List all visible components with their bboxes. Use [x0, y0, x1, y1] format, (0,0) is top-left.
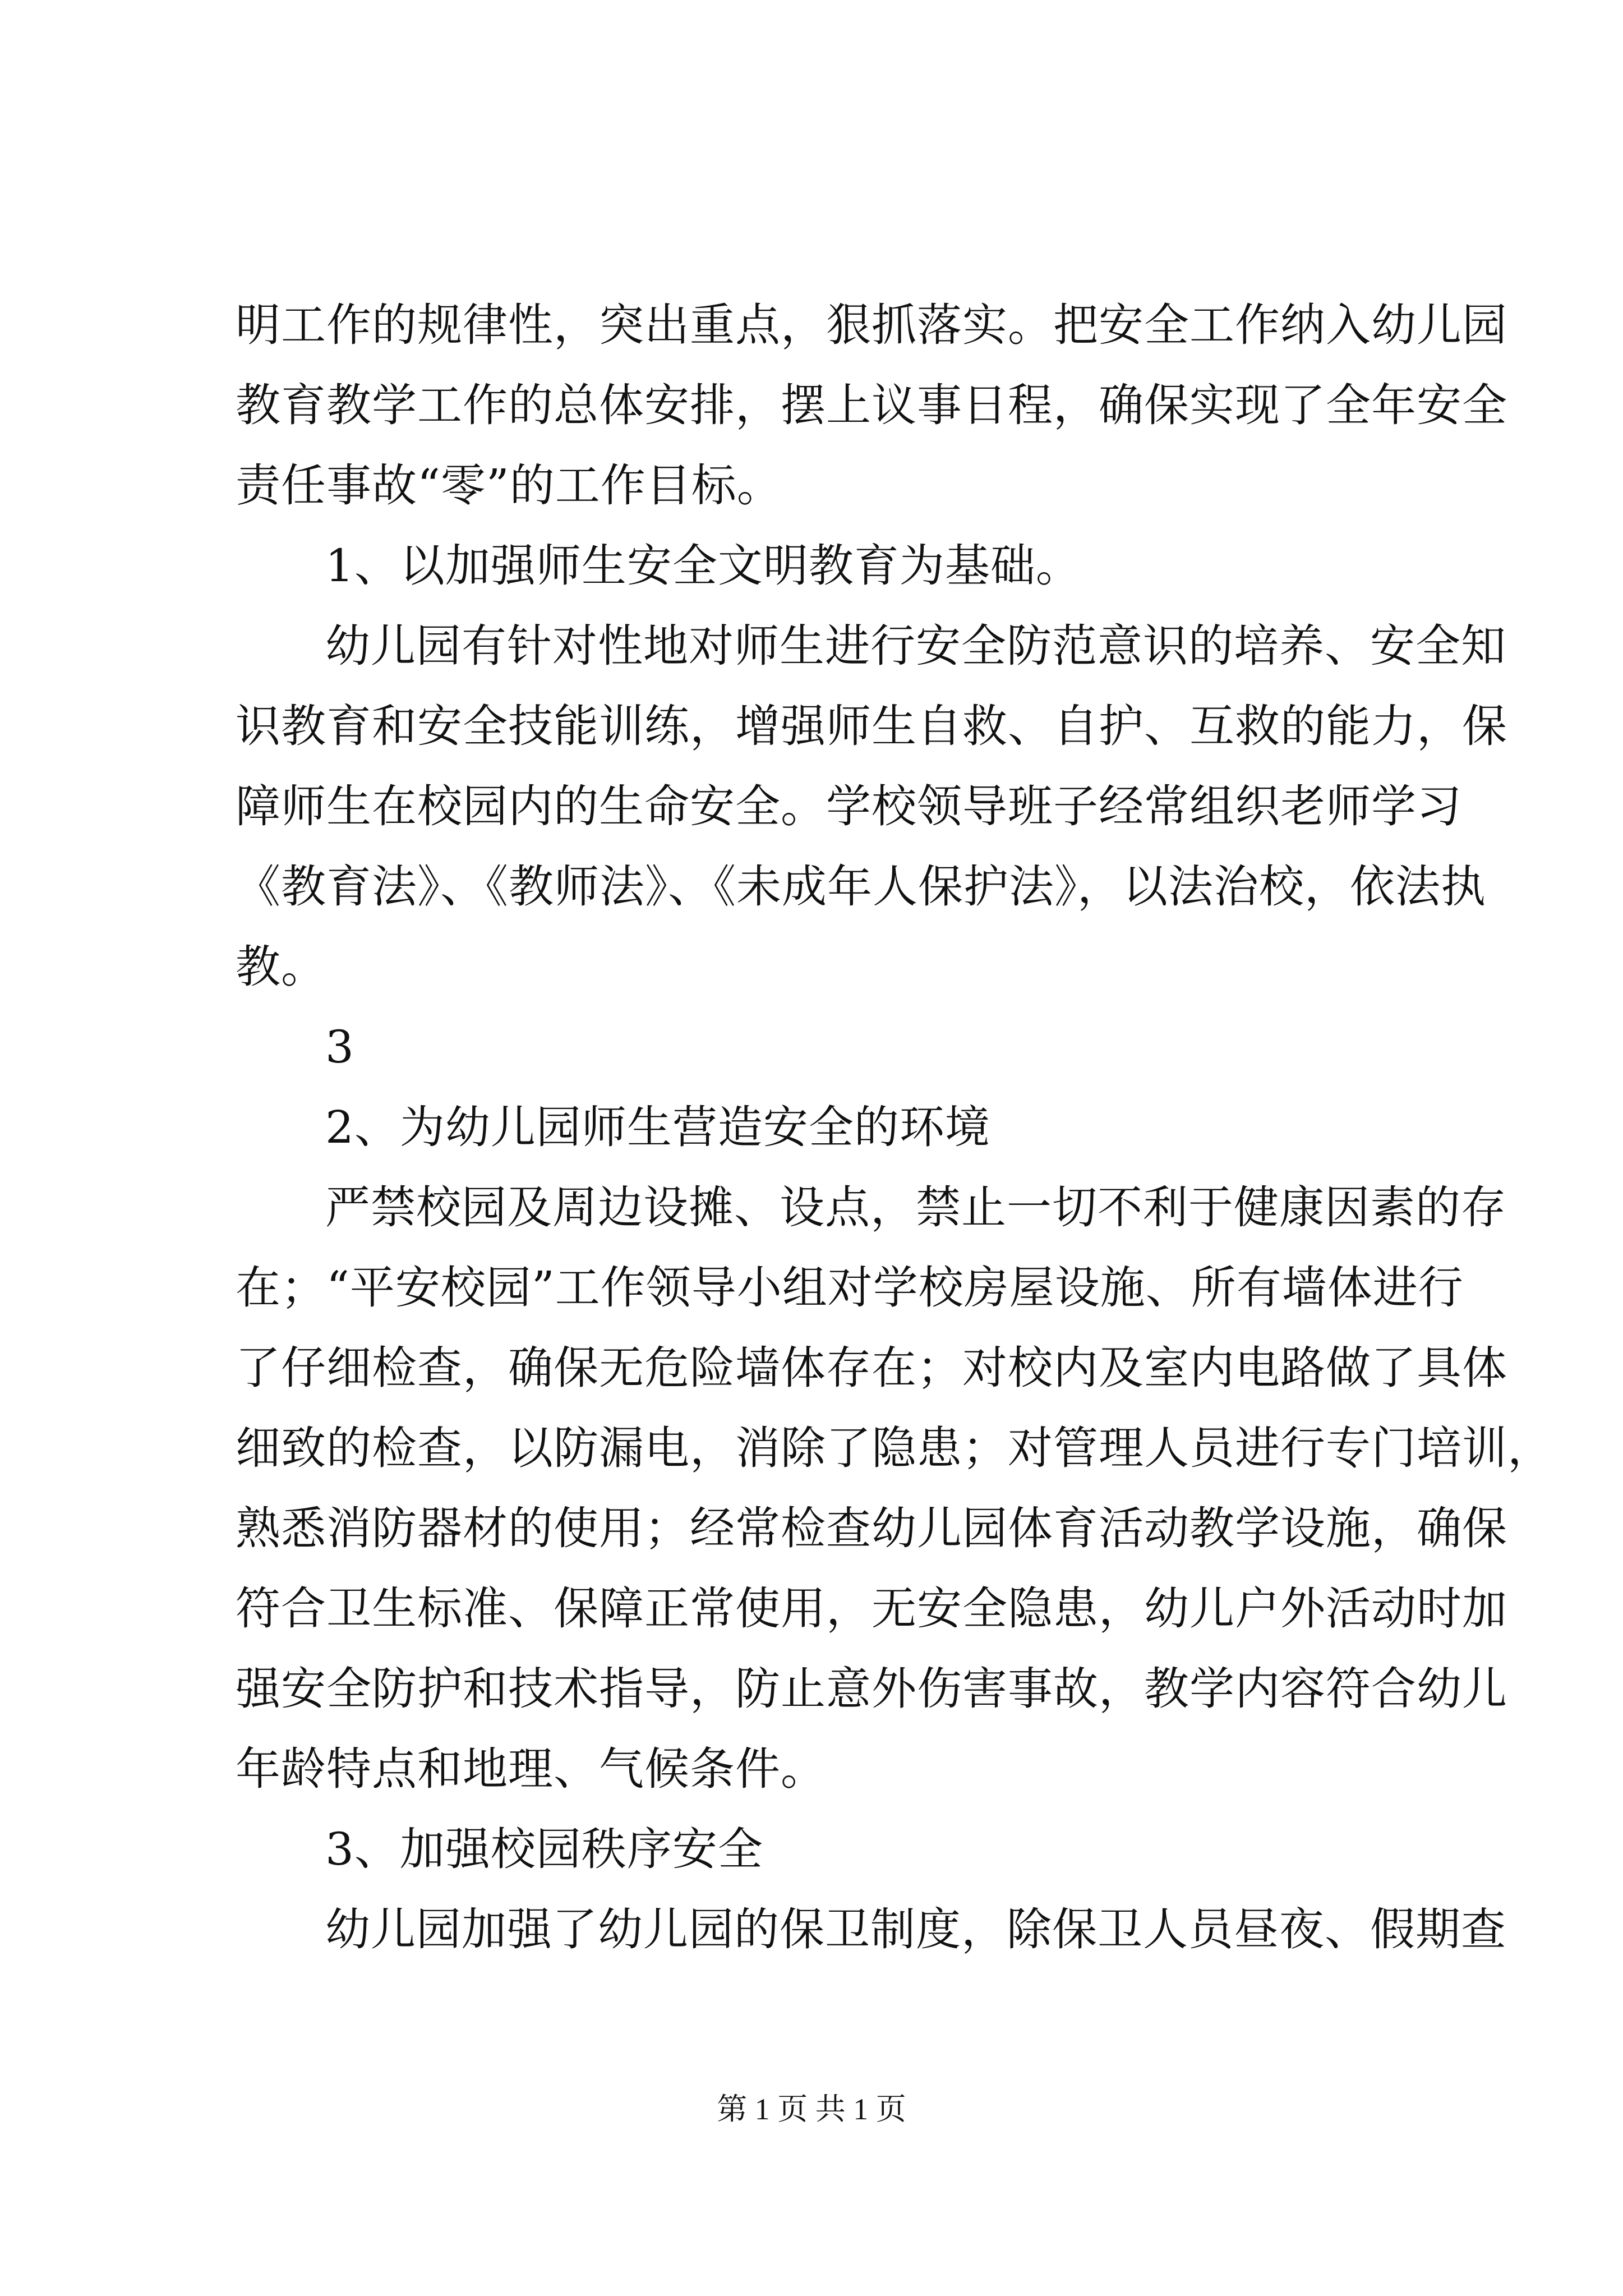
body-text-line: 强安全防护和技术指导，防止意外伤害事故，教学内容符合幼儿 — [236, 1663, 1507, 1715]
body-text-line: 识教育和安全技能训练，增强师生自救、自护、互救的能力，保 — [236, 700, 1507, 752]
body-text-line: 障师生在校园内的生命安全。学校领导班子经常组织老师学习 — [236, 780, 1462, 832]
paragraph-first-line: 幼儿园加强了幼儿园的保卫制度，除保卫人员昼夜、假期查 — [325, 1903, 1506, 1955]
body-text-line: 了仔细检查，确保无危险墙体存在；对校内及室内电路做了具体 — [236, 1342, 1507, 1394]
paragraph-first-line: 严禁校园及周边设摊、设点，禁止一切不利于健康因素的存 — [325, 1181, 1506, 1234]
body-text-line: 符合卫生标准、保障正常使用，无安全隐患，幼儿户外活动时加 — [236, 1582, 1507, 1635]
body-text-line: 教。 — [236, 941, 326, 993]
section-heading: 1、以加强师生安全文明教育为基础。 — [325, 540, 1081, 592]
body-text-line: 熟悉消防器材的使用；经常检查幼儿园体育活动教学设施，确保 — [236, 1502, 1507, 1554]
body-text-line: 教育教学工作的总体安排，摆上议事日程，确保实现了全年安全 — [236, 379, 1507, 431]
body-text-line: 《教育法》、《教师法》、《未成年人保护法》，以法治校，依法执 — [236, 861, 1486, 913]
inline-number: 3 — [325, 1021, 354, 1073]
body-text-line: 细致的检查，以防漏电，消除了隐患；对管理人员进行专门培训， — [236, 1422, 1553, 1474]
section-heading: 3、加强校园秩序安全 — [325, 1823, 763, 1875]
body-text-line: 责任事故“零”的工作目标。 — [236, 459, 782, 512]
paragraph-first-line: 幼儿园有针对性地对师生进行安全防范意识的培养、安全知 — [325, 620, 1506, 672]
body-text-line: 在；“平安校园”工作领导小组对学校房屋设施、所有墙体进行 — [236, 1262, 1464, 1314]
body-text-line: 年龄特点和地理、气候条件。 — [236, 1743, 826, 1795]
page-footer: 第 1 页 共 1 页 — [717, 2092, 906, 2126]
section-heading: 2、为幼儿园师生营造安全的环境 — [325, 1101, 990, 1153]
body-text-line: 明工作的规律性，突出重点，狠抓落实。把安全工作纳入幼儿园 — [236, 299, 1507, 351]
